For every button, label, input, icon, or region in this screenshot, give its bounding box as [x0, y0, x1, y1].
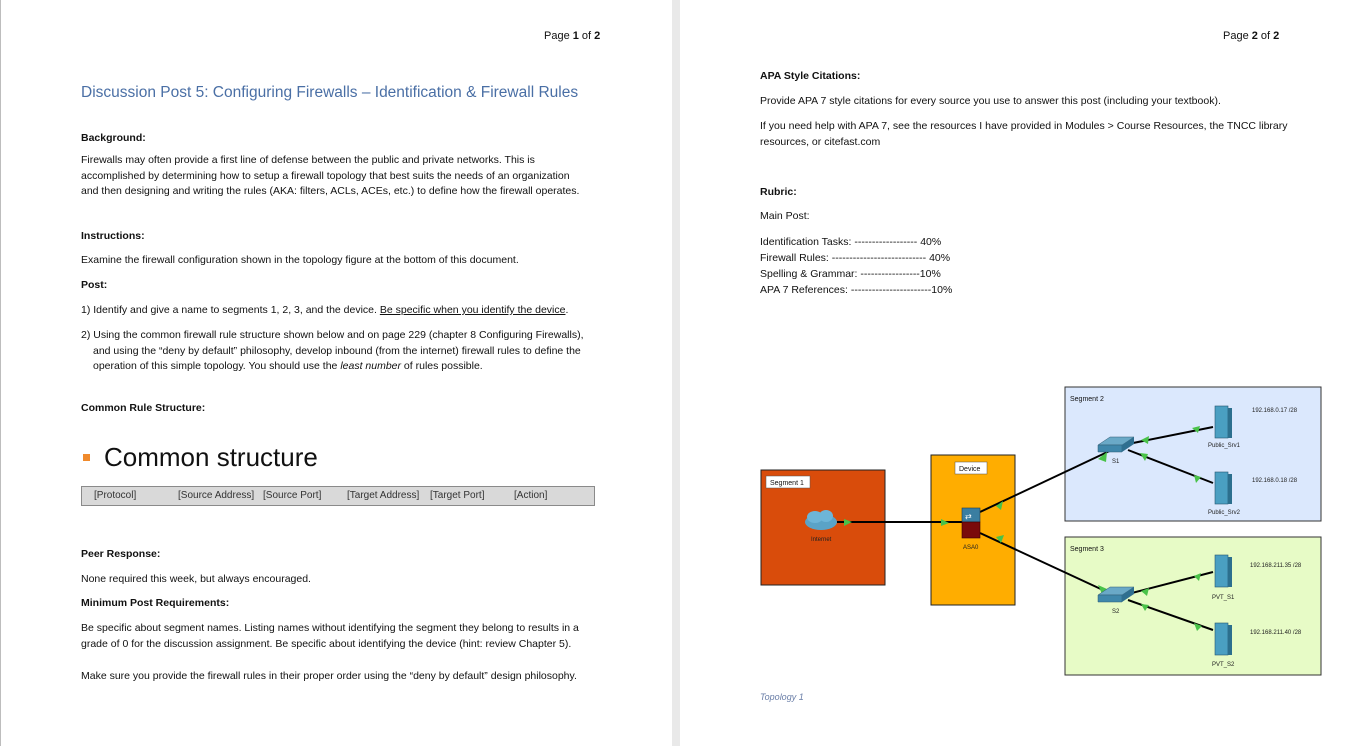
topology-caption: Topology 1: [760, 692, 804, 702]
segment2-label: Segment 2: [1070, 396, 1104, 403]
peer-response-text: None required this week, but always encouraged.: [81, 573, 311, 585]
apa-heading: APA Style Citations:: [760, 70, 861, 82]
asa-label: ASA0: [963, 545, 979, 551]
s2-label: S2: [1112, 609, 1120, 615]
pvt1-ip: 192.168.211.35 /28: [1250, 563, 1302, 569]
rule-field-protocol: [Protocol]: [94, 490, 137, 501]
page-number: Page 1 of 2: [544, 30, 601, 42]
instructions-heading: Instructions:: [81, 230, 145, 242]
svg-text:⇄: ⇄: [965, 512, 972, 521]
srv2-label: Public_Srv2: [1208, 510, 1241, 516]
rule-structure-box: [81, 486, 595, 506]
background-heading: Background:: [81, 132, 146, 144]
page-title: Discussion Post 5: Configuring Firewalls – Identification & Firewall Rules: [81, 84, 579, 101]
rubric-line: Firewall Rules: --------------------------- 40%: [760, 252, 951, 264]
server-pvt-s1-icon: [1215, 555, 1232, 587]
pvt2-ip: 192.168.211.40 /28: [1250, 630, 1302, 636]
rubric-heading: Rubric:: [760, 186, 797, 198]
srv1-ip: 192.168.0.17 /28: [1252, 408, 1298, 414]
server-public-srv1-icon: [1215, 406, 1232, 438]
common-rule-heading: Common Rule Structure:: [81, 402, 206, 414]
document-page-2: [680, 0, 1352, 746]
s1-label: S1: [1112, 459, 1120, 465]
rule-field-action: [Action]: [514, 490, 548, 501]
rule-field-source-address: [Source Address]: [178, 490, 255, 501]
server-public-srv2-icon: [1215, 472, 1232, 504]
apa-text-2: If you need help with APA 7, see the resources I have provided in Modules > Course Resources, the TNCC library resources, or citefast.com: [760, 120, 1288, 148]
bullet-square-icon: [83, 454, 90, 461]
internet-label: Internet: [811, 537, 832, 543]
min-requirements-text-2: Make sure you provide the firewall rules in their proper order using the “deny by default” design philosophy.: [81, 670, 577, 682]
common-structure-label: Common structure: [104, 442, 318, 472]
instructions-text: Examine the firewall configuration shown in the topology figure at the bottom of this document.: [81, 254, 519, 266]
post-item-2: 2) Using the common firewall rule structure shown below and on page 229 (chapter 8 Configuring Firewalls), and using the “deny by default” philosophy, develop inbound (from the internet) firewall rules to define the operation of this simple topology. You should use the least number of rules possible.: [81, 329, 584, 372]
device-label: Device: [959, 466, 981, 473]
rule-field-target-port: [Target Port]: [430, 490, 485, 501]
rule-field-target-address: [Target Address]: [347, 490, 420, 501]
document-page-1: [0, 0, 672, 746]
topology-diagram: [680, 0, 1352, 746]
server-pvt-s2-icon: [1215, 623, 1232, 655]
post-item-1: 1) Identify and give a name to segments 1, 2, 3, and the device. Be specific when you identify the device.: [81, 304, 569, 316]
segment3-box: [1065, 537, 1321, 675]
firewall-asa-icon: [962, 508, 980, 538]
rule-field-source-port: [Source Port]: [263, 490, 322, 501]
srv2-ip: 192.168.0.18 /28: [1252, 478, 1298, 484]
segment1-label: Segment 1: [770, 480, 804, 487]
background-text: Firewalls may often provide a first line of defense between the public and private networks. This is accomplished by determining how to setup a firewall topology that best suits the needs of an organization and then designing and writing the rules (AKA: filters, ACLs, ACEs, etc.) to define how the firewall operates.: [81, 154, 580, 197]
page-number: Page 2 of 2: [1223, 30, 1280, 42]
main-post-label: Main Post:: [760, 210, 810, 222]
srv1-label: Public_Srv1: [1208, 443, 1241, 449]
pvt1-label: PVT_S1: [1212, 595, 1235, 601]
rubric-line: Identification Tasks: ------------------ 40%: [760, 236, 942, 248]
apa-text-1: Provide APA 7 style citations for every source you use to answer this post (including your textbook).: [760, 95, 1221, 107]
post-heading: Post:: [81, 279, 108, 291]
rubric-line: Spelling & Grammar: -----------------10%: [760, 268, 941, 280]
rubric-line: APA 7 References: -----------------------10%: [760, 284, 953, 296]
peer-response-heading: Peer Response:: [81, 548, 161, 560]
min-requirements-heading: Minimum Post Requirements:: [81, 597, 230, 609]
segment3-label: Segment 3: [1070, 546, 1104, 553]
min-requirements-text-1: Be specific about segment names. Listing names without identifying the segment they belong to results in a grade of 0 for the discussion assignment. Be specific about identifying the device (hint: review Chapter 5).: [81, 622, 579, 650]
pvt2-label: PVT_S2: [1212, 662, 1235, 668]
